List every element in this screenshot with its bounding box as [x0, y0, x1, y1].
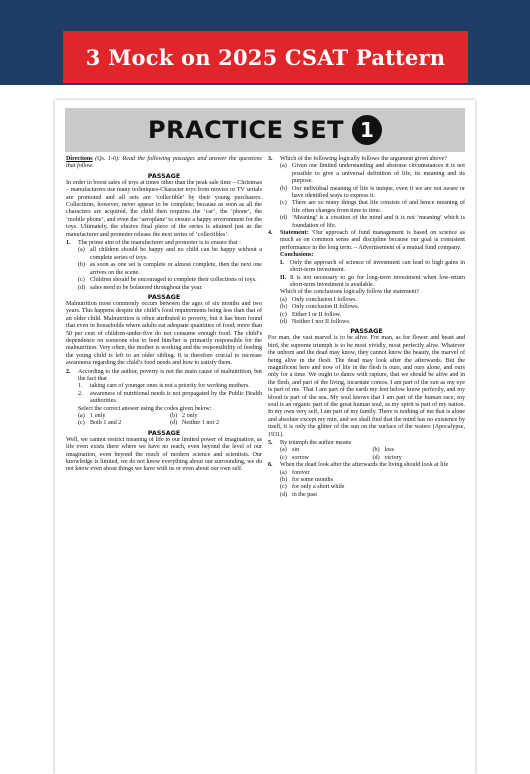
conclusion-row — [268, 275, 465, 290]
practice-page — [55, 100, 475, 774]
option-text: Only conclusion II follows. — [292, 304, 360, 311]
option-text: Given our limited understanding and abstruse circumstances it is not possible to give a universal definition of life, its meaning and its purpose. — [292, 163, 465, 185]
question-stem — [280, 230, 465, 252]
statement-key: 2. — [78, 390, 83, 397]
practice-set-header — [65, 108, 465, 152]
question-stem: By triumph the author means — [280, 440, 352, 447]
statement-text: taking care of younger ones is not a priority for working mothers. — [90, 383, 250, 390]
option-row — [268, 312, 465, 319]
directions-label: Directions — [66, 156, 93, 162]
conclusion-key: II. — [280, 274, 287, 281]
option-grid — [66, 413, 262, 428]
conclusion-key: I. — [280, 259, 284, 266]
option-text: Both 1 and 2 — [90, 420, 122, 427]
option-text: loss — [384, 447, 394, 454]
option-key: (b) — [372, 447, 380, 454]
option-text: ‘Meaning’ is a creation of the mind and it is not ‘meaning’ which is foundation of life. — [292, 215, 465, 229]
option-key: (c) — [78, 277, 85, 284]
left-column — [66, 156, 262, 475]
question-number: 3. — [268, 156, 273, 162]
option-grid — [268, 447, 465, 462]
option-key: (c) — [280, 484, 287, 491]
banner-title: 3 Mock on 2025 CSAT Pattern — [85, 44, 446, 70]
option-row — [268, 304, 465, 311]
question-number: 6. — [268, 462, 273, 469]
question-stem: When the dead look after the afterwards the living should look at life — [280, 462, 449, 469]
option-row — [66, 262, 262, 277]
option-row — [268, 186, 465, 201]
option-text: sorrow — [292, 454, 309, 461]
option-text: in the past — [292, 491, 318, 498]
statement-row — [66, 383, 262, 390]
conclusions-heading: Conclusions: — [280, 252, 314, 259]
question-instruction: Select the correct answer using the codes given below: — [78, 405, 212, 412]
option-row — [373, 447, 466, 454]
option-row — [268, 470, 465, 477]
passage-heading: PASSAGE — [147, 428, 181, 437]
right-column — [268, 156, 465, 499]
option-row — [268, 492, 465, 499]
question-6 — [268, 462, 465, 469]
option-key: (b) — [170, 413, 178, 419]
option-row — [268, 200, 465, 215]
question-5 — [268, 440, 465, 447]
option-key: (c) — [280, 311, 287, 318]
passage-text: Malnutrition most commonly occurs between the ages of six months and two years. This happens despite the child’s food requirements being less than that of an older child. Malnutrition is often attributed to poverty, but it has been found that even in households where adults eat adequate quantities of food; more than 50 per cent of children-under-five do not consume enough food. The child’s dependence on someone else to feed him/her is primarily responsible for the malnutrition. Very often, the mother is working and the responsibility of feeding the young child is left to an older sibling. It is therefore crucial to increase awareness regarding the child’s food needs and how to satisfy them. — [66, 300, 262, 367]
question-number: 5. — [268, 440, 273, 447]
option-text: Only conclusion I follows. — [292, 296, 357, 303]
statement-key: 1. — [78, 383, 83, 390]
passage-heading: PASSAGE — [147, 171, 181, 180]
option-key: (d) — [280, 318, 288, 325]
option-key: (a) — [280, 163, 287, 170]
option-text: There are so many things that life consists of and hence meaning of life often changes from time to time. — [292, 200, 465, 214]
conclusion-text: Only the approach of science of investment can lead to high gains in short-term investment. — [290, 259, 465, 274]
question-number: 4. — [268, 230, 273, 237]
option-key: (b) — [280, 304, 288, 311]
option-text: sin — [292, 447, 300, 454]
option-text: for some months — [292, 477, 333, 484]
option-text: Neither I nor II follows. — [292, 318, 351, 325]
option-row — [268, 484, 465, 491]
passage-text: For man, the vast marvel is to be alive. For man, as for flower and beast and bird, the supreme triumph is to be most vividly, most perfectly alive. Whatever the unborn and the dead may know, they cannot know the beauty, the marvel of being alive in the flesh. The dead may look after the afterwards. But the magnificent here and now of life in the flesh is ours, and ours alone, and ours only for a time. We ought to dance with rapture, that we should be alive and in the flesh, and part of the living, incarnate comos. I am part of the sun as my eye is part of me. That I am part of the earth my feet below know perfectly, and my blood is part of the sea. My soul knows that I am part of the human race, my soul is an organic part of the great human soul, as my spirit is part of my nation. In my own very self, I am part of my family. There is nothing of me that is alone and absolute except my min, and we shall find that the mind has no existence by itself, it is only the glitter of the sun on the surface of the waters (Apocalypse, 1931). — [268, 335, 465, 438]
passage-heading: PASSAGE — [147, 292, 181, 301]
option-text: forever — [292, 469, 310, 476]
question-1 — [66, 240, 262, 247]
option-text: Either I or II follow. — [292, 311, 342, 318]
conclusion-row — [268, 260, 465, 275]
practice-set-title: PRACTICE SET — [148, 116, 344, 144]
option-row — [268, 163, 465, 185]
question-4 — [268, 230, 465, 252]
question-3 — [268, 156, 465, 163]
option-text: 1 only — [90, 413, 106, 419]
option-key: (a) — [280, 469, 287, 476]
question-stem: According to the author, poverty is not the main cause of malnutrition, but the fact that — [78, 368, 262, 382]
passage-heading: PASSAGE — [350, 327, 383, 336]
option-row — [268, 215, 465, 230]
option-row — [268, 297, 465, 304]
option-row — [66, 247, 262, 262]
option-key: (c) — [280, 200, 287, 207]
option-text: Neither 1 nor 2 — [182, 420, 220, 427]
option-row — [66, 285, 262, 292]
option-key: (b) — [78, 262, 86, 269]
practice-set-number-badge: 1 — [352, 115, 382, 145]
directions-text: (Qs. 1-6): Read the following passages and answer the questions that follow. — [66, 156, 262, 170]
option-row — [280, 447, 373, 454]
option-key: (d) — [78, 284, 86, 291]
option-text: all children should be happy and no child can be happy without a complete series of toys. — [90, 247, 262, 261]
question-number: 1. — [66, 240, 71, 247]
directions — [66, 156, 262, 171]
option-row — [170, 420, 262, 427]
option-row — [78, 420, 170, 427]
conclusion-text: It is not necessary to go for long-term investment when low-return short-term investment is available. — [290, 274, 465, 288]
option-text: 2 only — [182, 413, 198, 419]
option-row — [268, 319, 465, 326]
option-row — [66, 277, 262, 284]
question-2 — [66, 369, 262, 384]
option-text: for only a short while — [292, 484, 345, 491]
question-stem: Which of the following logically follows the argument given above? — [280, 156, 447, 162]
option-text: sales need to be bolstered throughout the year. — [90, 284, 203, 291]
option-row — [78, 413, 170, 420]
option-key: (c) — [78, 420, 85, 427]
question-stem: The prime aim of the manufacturer and promoter is to ensure that : — [78, 240, 241, 247]
option-key: (d) — [280, 215, 288, 222]
option-text: victory — [384, 454, 402, 461]
passage-text: In order to boost sales of toys at times other than the peak sale time – Christmas – manufacturers use many techniques-Character toys from movies or TV serials are promoted and all sets are ‘collectible’ by their young purchasers. Collections, however, never appear to be complete; because as soon as all the characters are acquired, the child then requires the ‘car’, the ‘phone’, the ‘mobile phone’, and even the ‘aeroplane’ to ensure a happy environment for the toys. Ultimately, the elusive final piece of the series is attained just as the manufacturer and promoter release the next series of ‘collectibles’. — [66, 179, 262, 238]
option-key: (d) — [280, 491, 288, 498]
option-key: (a) — [78, 413, 85, 419]
mock-banner — [63, 31, 468, 83]
option-key: (d) — [372, 454, 380, 461]
option-key: (c) — [280, 454, 287, 461]
statement-row — [66, 391, 262, 406]
question-instruction: Which of the conclusions logically follow the statement? — [280, 289, 419, 296]
option-key: (a) — [78, 247, 85, 254]
option-key: (b) — [280, 477, 288, 484]
statement-text: ‘Our approach of fund management is based on science as much as on common sense and discipline because our goal is consistent performance in the long term. – Advertisement of a mutual fund company. — [280, 230, 466, 251]
option-text: Children should be encouraged to complete their collections of toys. — [90, 277, 257, 284]
option-key: (a) — [280, 296, 287, 303]
statement-label: Statement: — [280, 230, 309, 237]
option-text: as soon as one set is complete or almost complete, then the next one arrives on the scene. — [90, 262, 262, 276]
option-key: (b) — [280, 185, 288, 192]
option-key: (d) — [170, 420, 178, 427]
question-number: 2. — [66, 368, 71, 375]
option-text: Our individual meaning of life is unique, even if we are not aware or have identified ways to express it. — [292, 185, 465, 200]
passage-text: Well, we cannot restrict meaning of life to our limited power of imagination, as life even exists there where we have no reach, even beyond the level of our imagination, even beyond the reach of modern science and scientists. Our knowledge is limited, we do not know everything about our surrounding, we do not know even about things we have with us or even about our own self. — [66, 436, 262, 473]
option-key: (a) — [280, 447, 287, 454]
option-row — [170, 413, 262, 420]
statement-text: awareness of nutritional needs is not propagated by the Public Health authorities. — [90, 390, 262, 405]
